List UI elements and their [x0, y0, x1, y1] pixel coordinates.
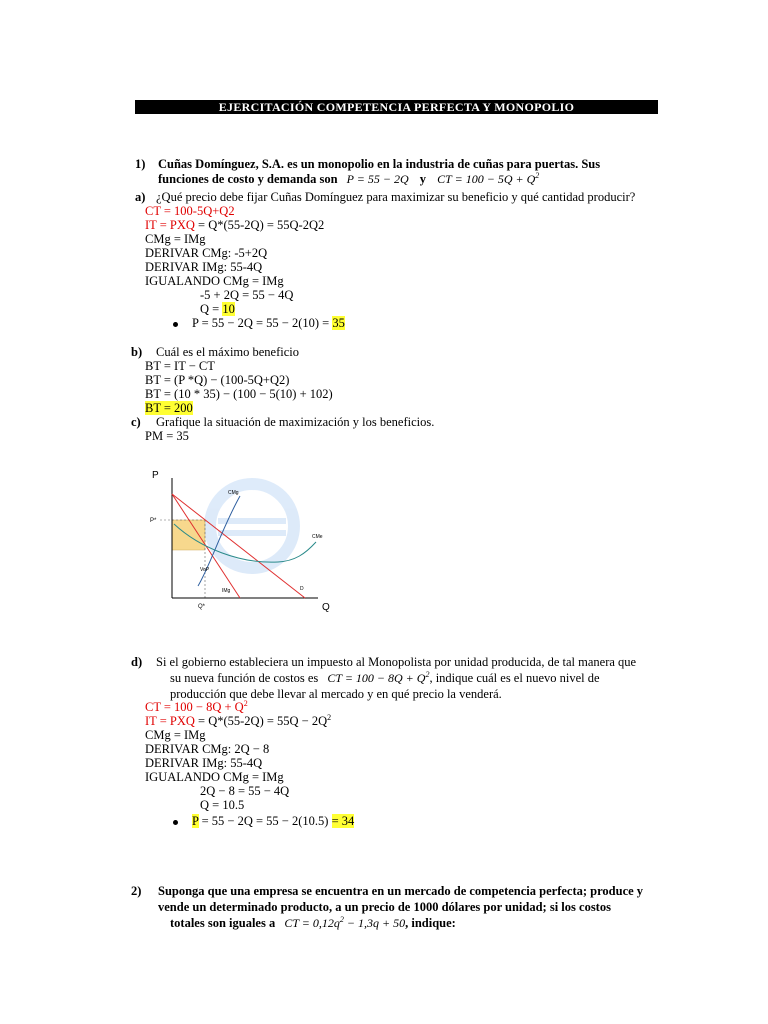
- c-line1: PM = 35: [145, 429, 189, 443]
- graph-label-p-star: P*: [150, 518, 157, 524]
- a-line9: P = 55 − 2Q = 55 − 2(10) = 35: [192, 316, 345, 330]
- a-it: IT = PXQ = Q*(55-2Q) = 55Q-2Q2: [145, 218, 325, 232]
- q1-and: y: [419, 172, 427, 186]
- a-line7: -5 + 2Q = 55 − 4Q: [200, 288, 294, 302]
- graph-label-vop: VoP: [200, 567, 210, 573]
- q1-line1: Cuñas Domínguez, S.A. es un monopolio en la industria de cuñas para puertas. Sus: [158, 157, 601, 171]
- a-line3: CMg = IMg: [145, 232, 206, 246]
- d-line3: CMg = IMg: [145, 728, 206, 742]
- graph-label-img: IMg: [222, 588, 231, 594]
- graph-label-cme: CMe: [312, 534, 323, 540]
- d-line7: 2Q − 8 = 55 − 4Q: [200, 784, 290, 798]
- a-line5: DERIVAR IMg: 55-4Q: [145, 260, 263, 274]
- q2-line3: totales son iguales a CT = $0,12q^2 - 1,3q + 50$, indique:: [170, 915, 456, 930]
- b-question: Cuál es el máximo beneficio: [156, 345, 300, 359]
- b-label: b): [131, 345, 143, 359]
- a-question: ¿Qué precio debe fijar Cuñas Domínguez para maximizar su beneficio y qué cantidad producir?: [156, 190, 636, 204]
- d-label: d): [131, 655, 143, 669]
- d-line4: DERIVAR CMg: 2Q − 8: [145, 742, 270, 756]
- d-question-line3: producción que debe llevar al mercado y en qué precio la venderá.: [170, 687, 502, 701]
- d-line5: DERIVAR IMg: 55-4Q: [145, 756, 263, 770]
- d-line9: P = 55 − 2Q = 55 − 2(10.5) = 34: [192, 814, 355, 828]
- d-question-line1: Si el gobierno estableciera un impuesto al Monopolista por unidad producida, de tal manera que: [156, 655, 637, 669]
- q1-cost-eq: CT = $100 - 5Q + Q^2$: [437, 171, 540, 186]
- c-label: c): [131, 415, 141, 429]
- d-bullet: [173, 820, 178, 825]
- b-line3: BT = (10 * 35) − (100 − 5(10) + 102): [145, 387, 333, 401]
- graph-label-q-star: Q*: [198, 604, 206, 610]
- graph-label-d: D: [300, 586, 304, 592]
- graph-label-cmg: CMg: [228, 490, 239, 496]
- b-line4: BT = 200: [145, 401, 193, 415]
- d-question-line2: su nueva función de costos es CT = $100 - 8Q + Q^2$, indique cuál es el nuevo nivel de: [170, 670, 600, 685]
- b-line1: BT = IT − CT: [145, 359, 215, 373]
- q1-number: 1): [135, 157, 146, 171]
- q2-number: 2): [131, 884, 142, 898]
- q2-line1: Suponga que una empresa se encuentra en un mercado de competencia perfecta; produce y: [158, 884, 644, 898]
- watermark-logo: [210, 484, 294, 568]
- graph-label-p: P: [152, 470, 159, 481]
- a-bullet: [173, 322, 178, 327]
- profit-area: [172, 520, 205, 550]
- document-title: EJERCITACIÓN COMPETENCIA PERFECTA Y MONOPOLIO: [135, 100, 658, 114]
- a-line6: IGUALANDO CMg = IMg: [145, 274, 284, 288]
- graph-label-q: Q: [322, 602, 330, 613]
- a-line4: DERIVAR CMg: -5+2Q: [145, 246, 268, 260]
- a-ct: CT = 100-5Q+Q2: [145, 204, 235, 218]
- d-it: IT = PXQ = $Q*(55-2Q) = 55Q - 2Q^2$: [145, 712, 332, 728]
- a-label: a): [135, 190, 146, 204]
- monopoly-graph: [140, 458, 340, 618]
- d-line6: IGUALANDO CMg = IMg: [145, 770, 284, 784]
- b-line2: BT = (P *Q) − (100-5Q+Q2): [145, 373, 290, 387]
- a-line8: Q = 10: [200, 302, 235, 316]
- c-question: Grafique la situación de maximización y los beneficios.: [156, 415, 435, 429]
- d-ct: CT = $100 - 8Q + Q^2$: [145, 698, 248, 714]
- q1-demand-eq: P = 55 − 2Q: [346, 172, 409, 186]
- d-line8: Q = 10.5: [200, 798, 245, 812]
- q1-line2: funciones de costo y demanda son: [158, 172, 338, 186]
- q2-line2: vende un determinado producto, a un precio de 1000 dólares por unidad; si los costos: [158, 900, 611, 914]
